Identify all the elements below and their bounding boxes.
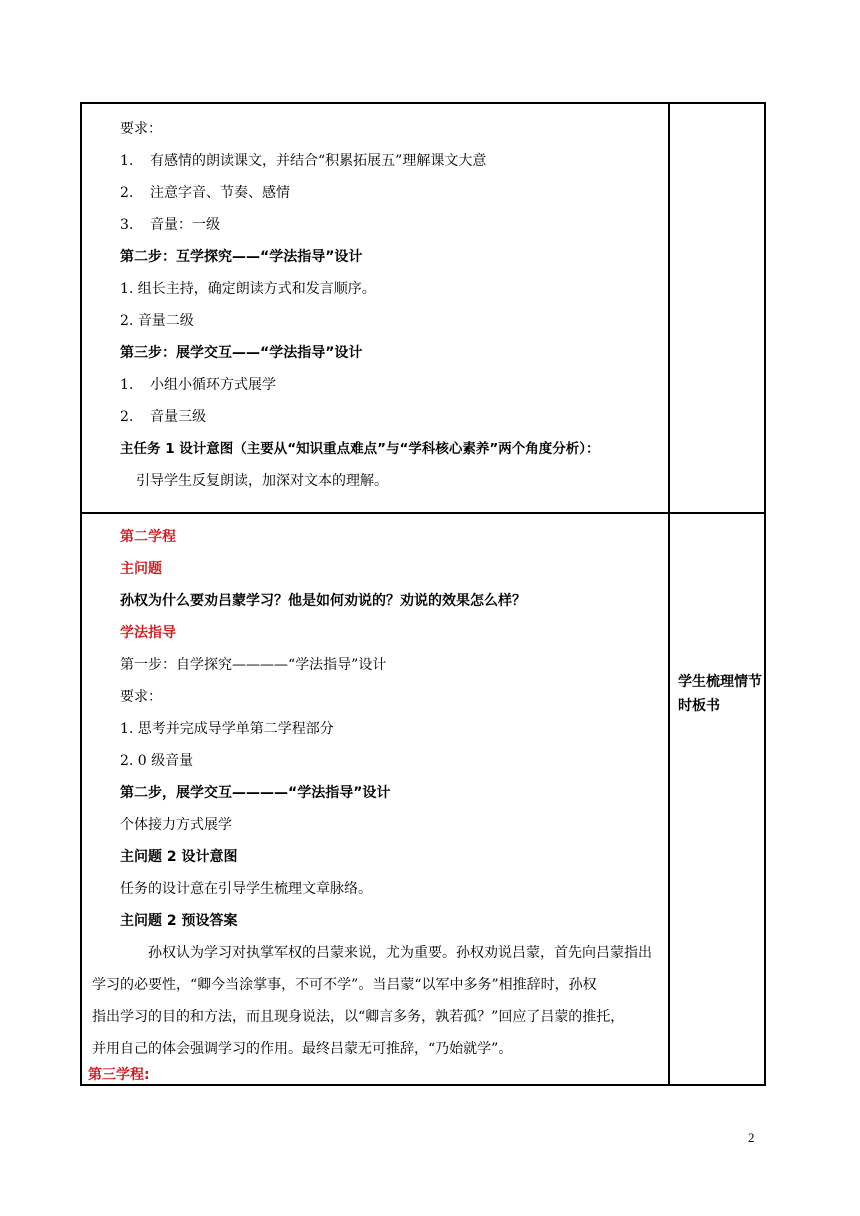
question2-intent-text: 任务的设计意在引导学生梳理文章脉络。 [120, 881, 372, 897]
main-question-label: 主问题 [120, 561, 162, 577]
lesson-plan-table [80, 102, 766, 1086]
answer-line-3: 指出学习的目的和方法，而且现身说法，以“卿言多务，孰若孤？”回应了吕蒙的推托， [92, 1009, 625, 1025]
section3-heading: 第三学程: [88, 1067, 150, 1083]
requirement-item-1 [120, 152, 486, 170]
item-text: 音量：一级 [150, 217, 220, 233]
s2-requirements-label: 要求： [120, 689, 162, 705]
step2-item-1: 1. 组长主持，确定朗读方式和发言顺序。 [120, 281, 376, 297]
method-label: 学法指导 [120, 625, 176, 641]
question2-intent-title: 主问题 2 设计意图 [120, 849, 238, 865]
item-number: 3. [120, 217, 134, 233]
question2-answer-title: 主问题 2 预设答案 [120, 913, 238, 929]
s2-step2-title: 第二步，展学交互————“学法指导”设计 [120, 785, 391, 801]
answer-line-4: 并用自己的体会强调学习的作用。最终吕蒙无可推辞，“乃始就学”。 [92, 1041, 513, 1057]
step2-title: 第二步：互学探究——“学法指导”设计 [120, 249, 363, 265]
step3-item-1 [120, 376, 276, 394]
step3-item-2 [120, 408, 206, 426]
page-number: 2 [748, 1130, 755, 1145]
item-number: 2. [120, 185, 134, 201]
section2-heading: 第二学程 [120, 529, 176, 545]
s2-step1-item-2: 2. 0 级音量 [120, 753, 194, 769]
answer-line-1: 孙权认为学习对执掌军权的吕蒙来说，尤为重要。孙权劝说吕蒙，首先向吕蒙指出 [148, 945, 652, 961]
item-text: 有感情的朗读课文，并结合“积累拓展五”理解课文大意 [150, 153, 487, 169]
item-text: 小组小循环方式展学 [150, 377, 276, 393]
board-note: 学生梳理情节时板书 [678, 674, 762, 714]
task1-intent-title: 主任务 1 设计意图（主要从“知识重点难点”与“学科核心素养”两个角度分析）： [120, 441, 600, 457]
item-text: 注意字音、节奏、感情 [150, 185, 290, 201]
s2-step1-title: 第一步：自学探究————“学法指导”设计 [120, 657, 387, 673]
requirement-item-2 [120, 184, 290, 202]
requirement-item-3 [120, 216, 220, 234]
item-text: 音量三级 [150, 409, 206, 425]
column-divider [668, 104, 670, 1084]
requirements-label: 要求： [120, 121, 162, 137]
step3-title: 第三步：展学交互——“学法指导”设计 [120, 345, 363, 361]
task1-intent-text: 引导学生反复朗读，加深对文本的理解。 [136, 473, 388, 489]
item-number: 2. [120, 409, 134, 425]
answer-line-2: 学习的必要性，“卿今当涂掌事，不可不学”。当吕蒙“以军中多务”相推辞时，孙权 [92, 977, 597, 993]
item-number: 1. [120, 153, 134, 169]
main-question: 孙权为什么要劝吕蒙学习？他是如何劝说的？劝说的效果怎么样？ [120, 593, 526, 609]
item-number: 1. [120, 377, 134, 393]
s2-step2-text: 个体接力方式展学 [120, 817, 232, 833]
s2-step1-item-1: 1. 思考并完成导学单第二学程部分 [120, 721, 334, 737]
step2-item-2: 2. 音量二级 [120, 313, 194, 329]
row-divider [82, 512, 764, 514]
